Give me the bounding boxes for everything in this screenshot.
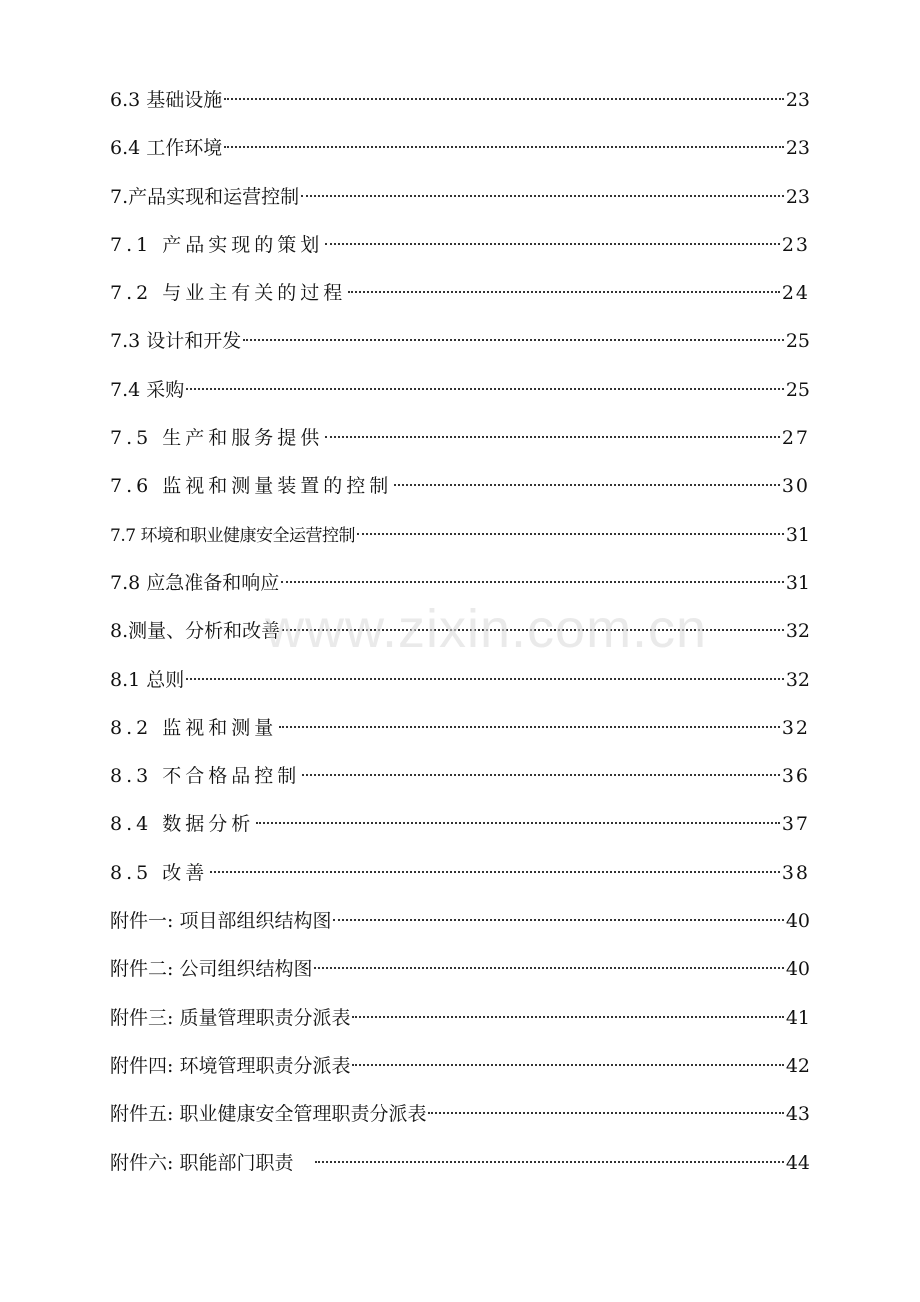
toc-entry-page: 44 (785, 1151, 810, 1174)
toc-entry-page: 32 (781, 716, 810, 739)
toc-entry-title: 8.测量、分析和改善 (110, 620, 281, 643)
toc-entry-title: 7.4 采购 (110, 378, 185, 401)
toc-entry-title: 6.3 基础设施 (110, 89, 223, 111)
toc-entry-page: 27 (781, 427, 810, 450)
toc-entry-7-1[interactable] (110, 227, 810, 275)
toc-entry-7-3[interactable] (110, 323, 810, 371)
toc-entry-8-1[interactable] (110, 662, 810, 710)
toc-entry-8-3[interactable] (110, 758, 810, 806)
toc-entry-page: 32 (785, 668, 810, 691)
toc-entry-page: 40 (785, 910, 810, 933)
toc-entry-7[interactable] (110, 179, 810, 227)
toc-dot-leader (428, 1112, 783, 1114)
toc-dot-leader (333, 919, 783, 921)
toc-entry-title: 附件五: 职业健康安全管理职责分派表 (110, 1103, 427, 1126)
toc-entry-title: 7.2 与业主有关的过程 (110, 282, 347, 305)
toc-entry-title: 附件六: 职能部门职责 (110, 1151, 294, 1174)
toc-entry-page: 36 (781, 765, 810, 788)
toc-dot-leader (348, 291, 780, 293)
toc-entry-8-2[interactable] (110, 710, 810, 758)
toc-entry-title: 7.8 应急准备和响应 (110, 571, 280, 594)
toc-entry-title: 附件二: 公司组织结构图 (110, 958, 313, 981)
toc-dot-leader (352, 1064, 783, 1066)
toc-entry-7-8[interactable] (110, 565, 810, 613)
toc-dot-leader (315, 1161, 783, 1163)
toc-entry-page: 40 (785, 958, 810, 981)
toc-entry-title: 7.7 环境和职业健康安全运营控制 (110, 525, 355, 546)
toc-entry-7-2[interactable] (110, 275, 810, 323)
toc-entry-page: 23 (785, 137, 810, 160)
toc-entry-page: 25 (785, 330, 810, 353)
toc-entry-page: 31 (785, 523, 810, 546)
toc-dot-leader (186, 678, 784, 680)
toc-dot-leader (281, 581, 784, 583)
toc-entry-title: 附件四: 环境管理职责分派表 (110, 1054, 351, 1077)
toc-entry-appendix-6[interactable] (110, 1145, 810, 1193)
toc-dot-leader (325, 436, 780, 438)
toc-entry-page: 23 (785, 89, 810, 111)
toc-entry-page: 42 (785, 1054, 810, 1077)
toc-dot-leader (314, 967, 783, 969)
watermark: www.zixin.com.cn (265, 599, 708, 659)
toc-entry-title: 7.1 产品实现的策划 (110, 233, 324, 256)
toc-entry-6-4[interactable] (110, 130, 810, 178)
toc-dot-leader (352, 1016, 783, 1018)
toc-entry-title: 8.2 监视和测量 (110, 716, 278, 739)
toc-entry-7-4[interactable] (110, 372, 810, 420)
toc-entry-title: 7.5 生产和服务提供 (110, 427, 324, 450)
toc-dot-leader (256, 822, 780, 824)
toc-dot-leader (301, 195, 784, 197)
toc-dot-leader (186, 388, 784, 390)
toc-dot-leader (224, 98, 784, 100)
toc-entry-6-3[interactable] (110, 82, 810, 130)
toc-entry-7-6[interactable] (110, 468, 810, 516)
toc-entry-page: 23 (785, 185, 810, 208)
toc-dot-leader (279, 726, 780, 728)
toc-entry-title: 附件一: 项目部组织结构图 (110, 910, 332, 933)
toc-entry-appendix-5[interactable] (110, 1096, 810, 1144)
toc-entry-8-5[interactable] (110, 855, 810, 903)
toc-entry-title: 7.3 设计和开发 (110, 330, 242, 353)
toc-entry-title: 7.产品实现和运营控制 (110, 185, 300, 208)
table-of-contents (110, 82, 810, 1193)
toc-entry-page: 24 (781, 282, 810, 305)
toc-entry-page: 31 (785, 571, 810, 594)
toc-entry-title: 7.6 监视和测量装置的控制 (110, 475, 393, 498)
toc-entry-7-5[interactable] (110, 420, 810, 468)
toc-dot-leader (224, 146, 784, 148)
toc-entry-page: 25 (785, 378, 810, 401)
toc-entry-page: 37 (781, 813, 810, 836)
toc-dot-leader (210, 871, 780, 873)
toc-entry-title: 6.4 工作环境 (110, 137, 223, 160)
toc-dot-leader (394, 484, 780, 486)
toc-entry-page: 23 (781, 233, 810, 256)
toc-entry-8-4[interactable] (110, 806, 810, 854)
toc-entry-page: 30 (781, 475, 810, 498)
toc-dot-leader (282, 629, 784, 631)
toc-entry-page: 38 (781, 861, 810, 884)
toc-entry-page: 41 (785, 1006, 810, 1029)
toc-entry-7-7[interactable] (110, 517, 810, 565)
toc-entry-page: 32 (785, 620, 810, 643)
toc-dot-leader (243, 339, 784, 341)
toc-entry-appendix-2[interactable] (110, 951, 810, 999)
toc-entry-title: 8.1 总则 (110, 668, 185, 691)
toc-dot-leader (357, 533, 784, 535)
toc-entry-8[interactable] (110, 613, 810, 661)
toc-entry-title: 8.3 不合格品控制 (110, 765, 301, 788)
toc-entry-appendix-3[interactable] (110, 1000, 810, 1048)
toc-entry-title: 8.5 改善 (110, 861, 209, 884)
toc-dot-leader (325, 243, 780, 245)
toc-entry-appendix-1[interactable] (110, 903, 810, 951)
toc-entry-title: 8.4 数据分析 (110, 813, 255, 836)
toc-entry-title: 附件三: 质量管理职责分派表 (110, 1006, 351, 1029)
toc-entry-appendix-4[interactable] (110, 1048, 810, 1096)
toc-dot-leader (302, 774, 780, 776)
toc-entry-page: 43 (785, 1103, 810, 1126)
